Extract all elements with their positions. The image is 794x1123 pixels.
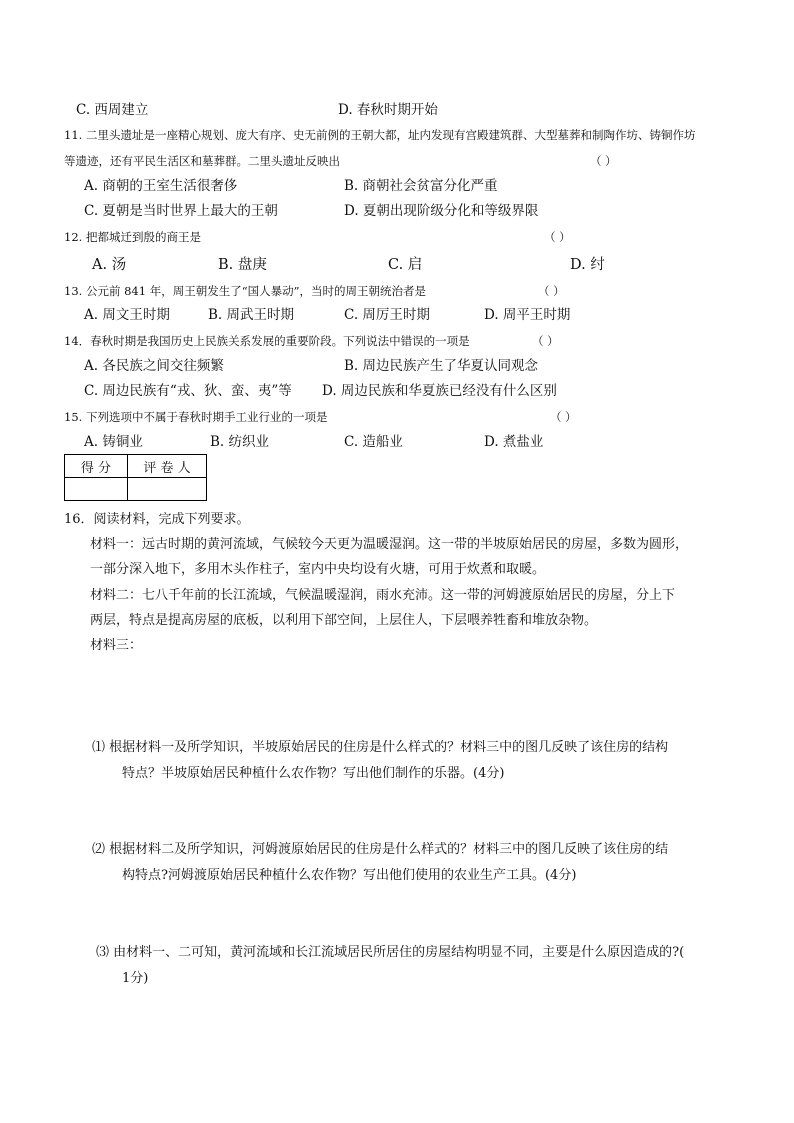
q12-option-b: B. 盘庚	[218, 257, 267, 273]
q12-option-d: D. 纣	[570, 257, 605, 273]
option-d-prev: D. 春秋时期开始	[338, 102, 438, 118]
q11-answer-paren: （ ）	[590, 154, 617, 168]
score-cell[interactable]	[65, 478, 128, 501]
q12-option-a: A. 汤	[92, 257, 127, 273]
q13-option-a: A. 周文王时期	[84, 307, 170, 323]
q11-stem-line1: 11. 二里头遗址是一座精心规划、庞大有序、史无前例的王朝大都，址内发现有宫殿建筑群、大型墓葬和制陶作坊、铸铜作坊	[64, 128, 696, 142]
grader-header: 评 卷 人	[128, 455, 207, 478]
q13-stem: 13. 公元前 841 年，周王朝发生了“国人暴动”，当时的周王朝统治者是	[64, 284, 426, 298]
q15-option-a: A. 铸铜业	[84, 434, 143, 450]
q12-stem: 12. 把都城迁到殷的商王是	[64, 230, 201, 244]
q15-option-c: C. 造船业	[344, 434, 403, 450]
q13-answer-paren: （ ）	[538, 284, 565, 298]
q11-option-b: B. 商朝社会贫富分化严重	[344, 178, 498, 194]
q15-answer-paren: （ ）	[550, 410, 577, 424]
subquestion-1-line2: 特点？半坡原始居民种植什么农作物？写出他们制作的乐器。(4分)	[122, 766, 505, 781]
subquestion-2-line1: ⑵ 根据材料二及所学知识，河姆渡原始居民的住房是什么样式的？材料三中的图几反映了该住房的结	[92, 842, 669, 857]
q14-answer-paren: （ ）	[532, 334, 559, 348]
q15-option-b: B. 纺织业	[210, 434, 270, 450]
q11-option-d: D. 夏朝出现阶级分化和等级界限	[344, 203, 539, 219]
q12-option-c: C. 启	[388, 257, 423, 273]
q14-option-c: C. 周边民族有“戎、狄、蛮、夷”等	[84, 383, 292, 399]
material-2-line2: 两层，特点是提高房屋的底板，以利用下部空间，上层住人，下层喂养牲畜和堆放杂物。	[90, 613, 598, 628]
option-c-prev: C. 西周建立	[76, 102, 149, 118]
score-header: 得 分	[65, 455, 128, 478]
q13-option-b: B. 周武王时期	[208, 307, 295, 323]
q12-answer-paren: （ ）	[544, 230, 571, 244]
material-1-line2: 一部分深入地下，多用木头作柱子，室内中央均设有火塘，可用于炊煮和取暖。	[90, 562, 546, 577]
material-2-line1: 材料二：七八千年前的长江流域，气候温暖湿润，雨水充沛。这一带的河姆渡原始居民的房屋，分上下	[90, 588, 676, 603]
subquestion-3-line2: 1分)	[122, 971, 149, 986]
subquestion-3-line1: ⑶ 由材料一、二可知，黄河流域和长江流域居民所居住的房屋结构明显不同，主要是什么原因造成的?(	[96, 945, 685, 960]
q14-stem: 14．春秋时期是我国历史上民族关系发展的重要阶段。下列说法中错误的一项是	[64, 334, 470, 348]
q15-stem: 15. 下列选项中不属于春秋时期手工业行业的一项是	[64, 410, 328, 424]
subquestion-2-line2: 构特点?河姆渡原始居民种植什么农作物？写出他们使用的农业生产工具。(4分)	[122, 868, 577, 883]
q16-intro: 16．阅读材料，完成下列要求。	[64, 512, 250, 527]
q13-option-c: C. 周厉王时期	[344, 307, 430, 323]
q11-option-a: A. 商朝的王室生活很奢侈	[84, 178, 238, 194]
q14-option-b: B. 周边民族产生了华夏认同观念	[344, 358, 539, 374]
q14-option-a: A. 各民族之间交往频繁	[84, 358, 224, 374]
grader-cell[interactable]	[128, 478, 207, 501]
material-1-line1: 材料一：远古时期的黄河流域，气候较今天更为温暖湿润。这一带的半坡原始居民的房屋，多数为圆形，	[90, 537, 689, 552]
subquestion-1-line1: ⑴ 根据材料一及所学知识，半坡原始居民的住房是什么样式的？材料三中的图几反映了该住房的结构	[92, 740, 669, 755]
q14-option-d: D. 周边民族和华夏族已经没有什么区别	[322, 383, 557, 399]
q13-option-d: D. 周平王时期	[484, 307, 571, 323]
q15-option-d: D. 煮盐业	[484, 434, 544, 450]
material-3-label: 材料三：	[90, 638, 143, 653]
score-table	[64, 454, 207, 501]
q11-option-c: C. 夏朝是当时世界上最大的王朝	[84, 203, 278, 219]
q11-stem-line2: 等遗迹，还有平民生活区和墓葬群。二里头遗址反映出	[64, 154, 340, 168]
